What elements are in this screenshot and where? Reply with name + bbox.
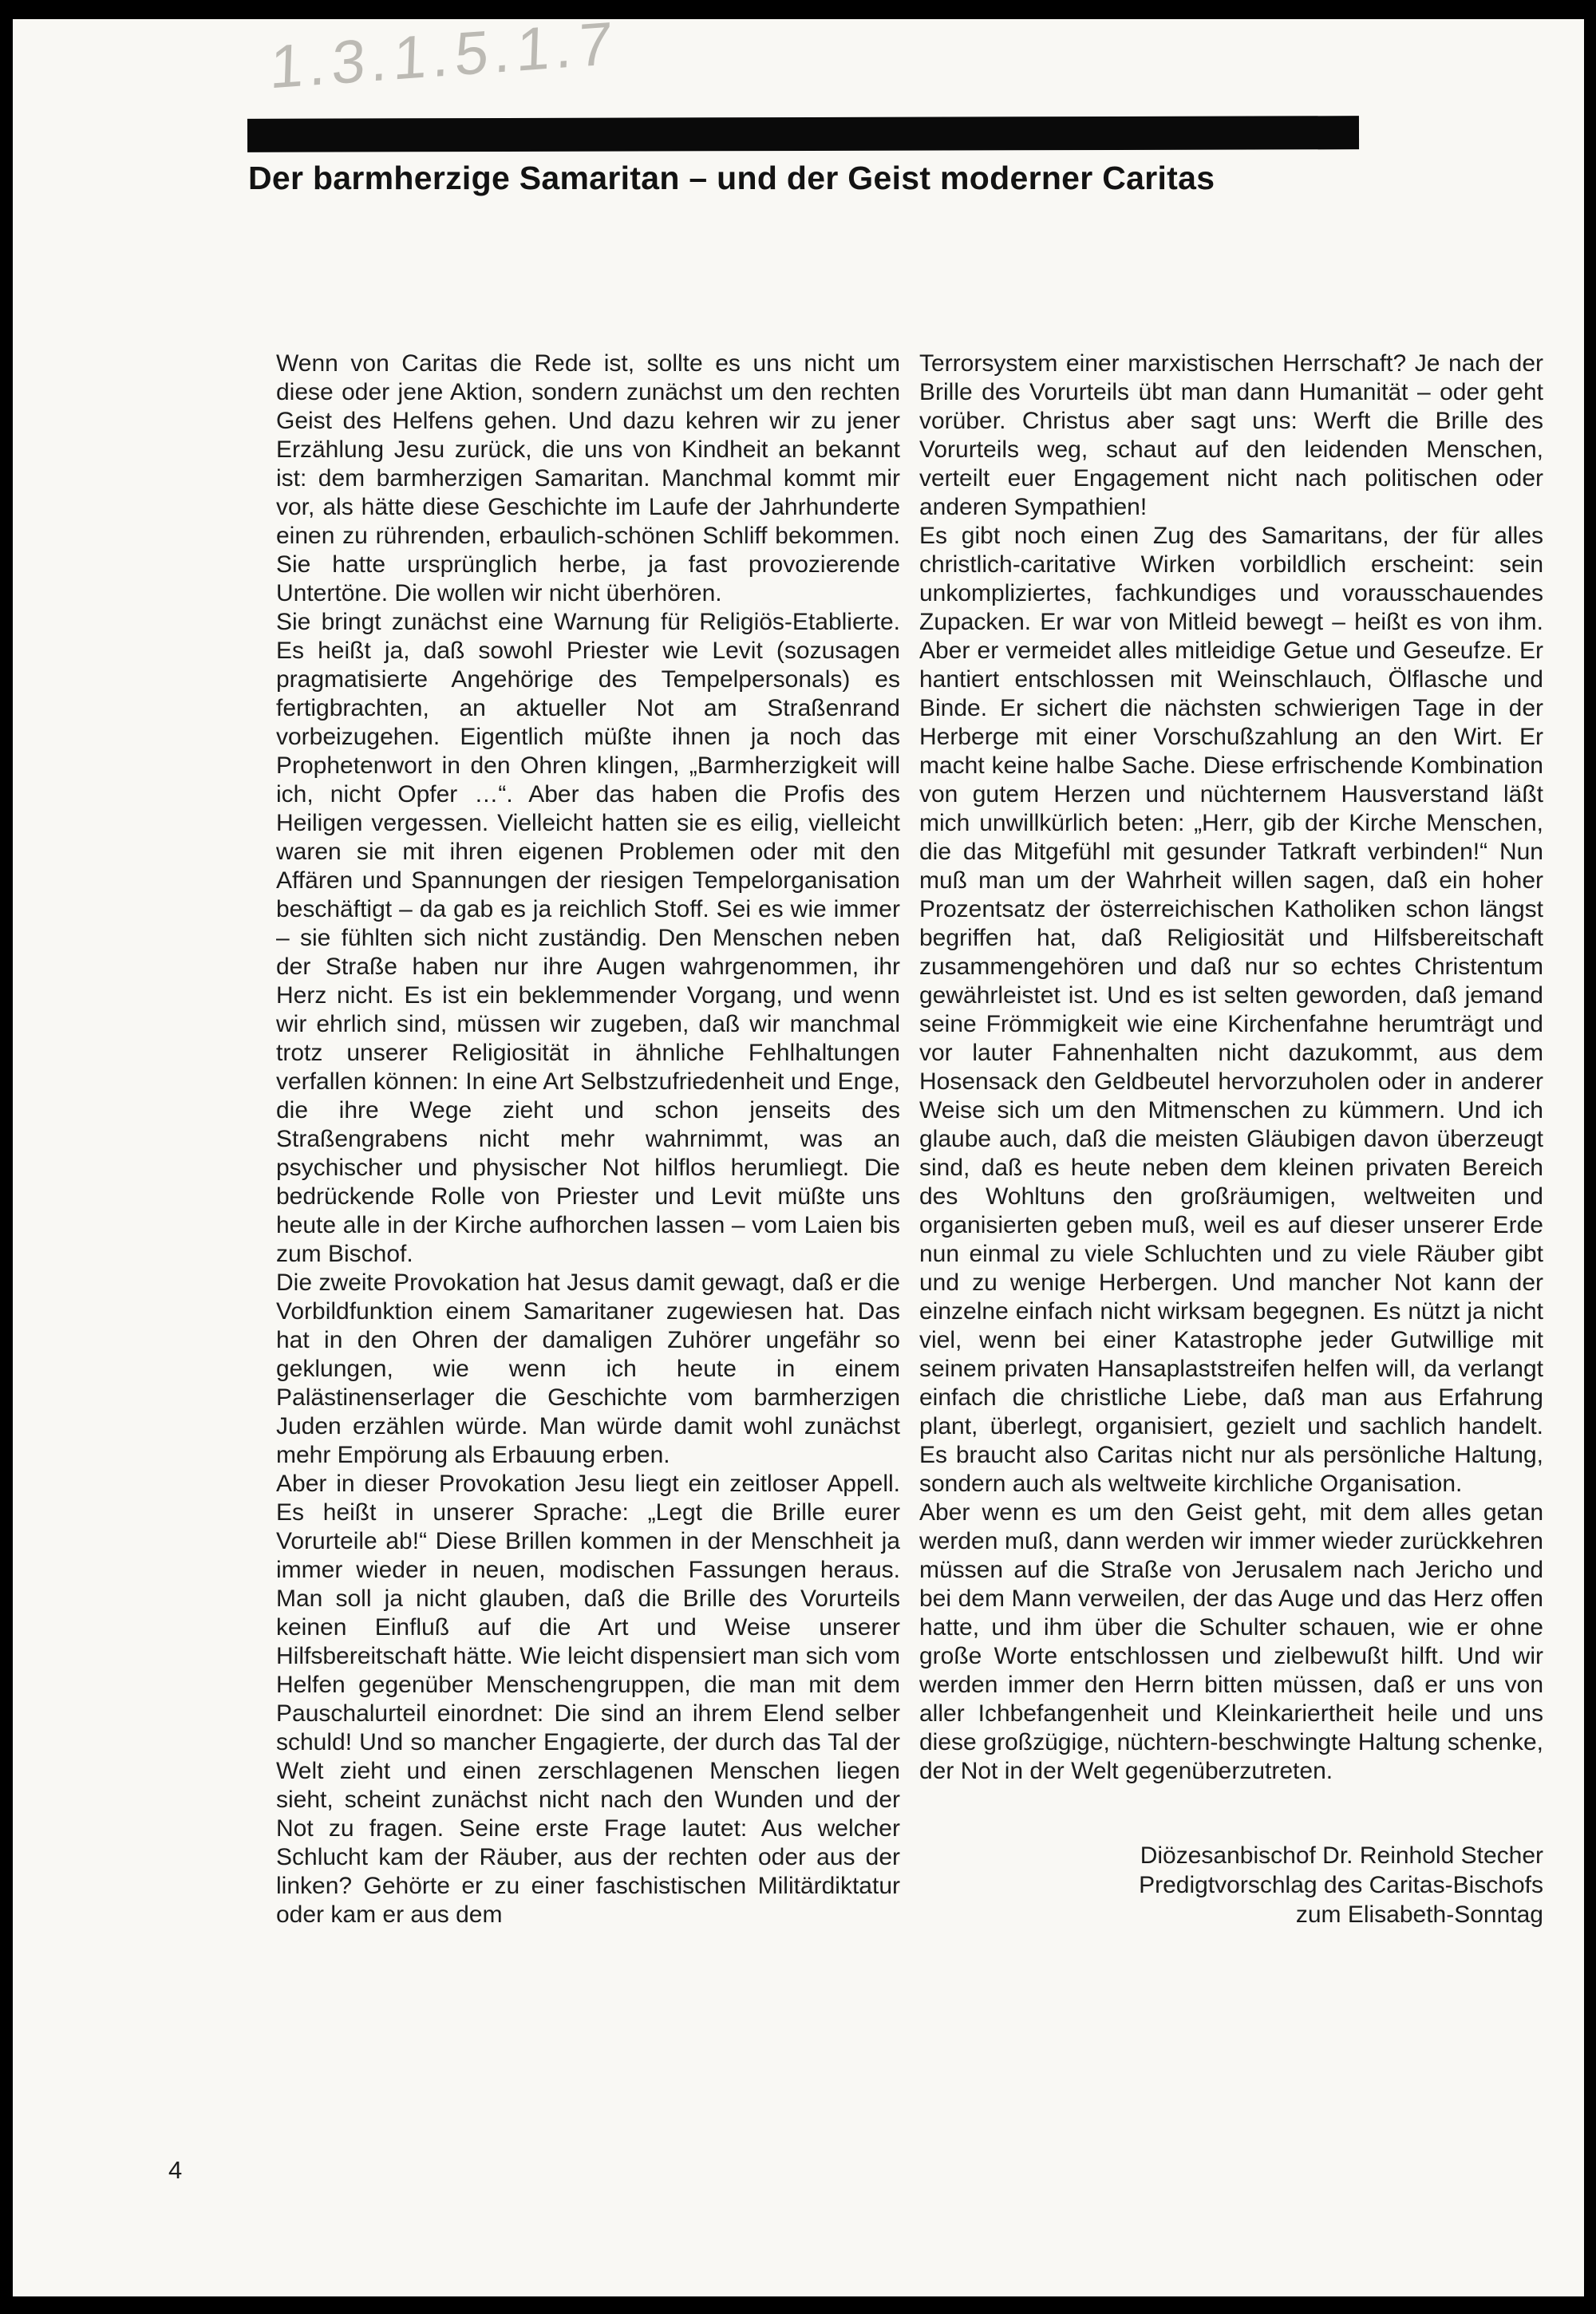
paragraph: Es gibt noch einen Zug des Samaritans, der für alles christlich-caritative Wirken vorbildlich erscheint: sein unkompliziertes, fachkundiges und vorausschauendes Zupacken. Er war von Mitleid bewegt – heißt es von ihm. Aber er vermeidet alles mitleidige Getue und Geseufze. Er hantiert entschlossen mit Weinschlauch, Ölflasche und Binde. Er sichert die nächsten schwierigen Tage in der Herberge mit einer Vorschußzahlung an den Wirt. Er macht keine halbe Sache. Diese erfrischende Kombination von gutem Herzen und nüchternem Hausverstand läßt mich unwillkürlich beten: „Herr, gib der Kirche Menschen, die das Mitgefühl mit gesunder Tatkraft verbinden!“ Nun muß man um der Wahrheit willen sagen, daß ein hoher Prozentsatz der österreichischen Katholiken schon längst begriffen hat, daß Religiosität und Hilfsbereitschaft zusammengehören und daß nur so echtes Christentum gewährleistet ist. Und es ist selten geworden, daß jemand seine Frömmigkeit wie eine Kirchenfahne herumträgt und vor lauter Fahnenhalten nicht dazukommt, aus dem Hosensack den Geldbeutel hervorzuholen oder in anderer Weise sich um den Mitmenschen zu kümmern. Und ich glaube auch, daß die meisten Gläubigen davon überzeugt sind, daß es heute neben dem kleinen privaten Bereich des Wohltuns den großräumigen, weltweiten und organisierten geben muß, weil es auf dieser unserer Erde nun einmal zu viele Schluchten und zu viele Räuber gibt und zu wenige Herbergen. Und mancher Not kann der einzelne einfach nicht wirksam begegnen. Es nützt ja nicht viel, wenn bei einer Katastrophe jeder Gutwillige mit seinem privaten Hansaplaststreifen helfen will, da verlangt einfach die christliche Liebe, daß man aus Erfahrung plant, überlegt, organisiert, gezielt und sachlich handelt. Es braucht also Caritas nicht nur als persönliche Haltung, sondern auch als weltweite kirchliche Organisation. [919, 523, 1543, 1497]
byline-occasion: zum Elisabeth-Sonntag [1295, 1901, 1543, 1928]
byline-author: Diözesanbischof Dr. Reinhold Stecher [1140, 1842, 1543, 1869]
paragraph: Die zweite Provokation hat Jesus damit gewagt, daß er die Vorbildfunktion einem Samaritaner zugewiesen hat. Das hat in den Ohren der damaligen Zuhörer ungefähr so geklungen, wie wenn ich heute in einem Palästinenserlager die Geschichte vom barmherzigen Juden erzählen würde. Man würde damit wohl zunächst mehr Empörung als Erbauung erben. [276, 1270, 900, 1468]
right-column [919, 349, 1543, 1929]
document-page [13, 9, 1584, 2296]
handwritten-annotation: 1.3.1.5.1.7 [269, 9, 619, 102]
paragraph: Sie bringt zunächst eine Warnung für Religiös-Etablierte. Es heißt ja, daß sowohl Priester wie Levit (sozusagen pragmatisierte Angehörige des Tempelpersonals) es fertigbrachten, an aktueller Not am Straßenrand vorbeizugehen. Eigentlich müßte ihnen ja noch das Prophetenwort in den Ohren klingen, „Barmherzigkeit will ich, nicht Opfer …“. Aber das haben die Profis des Heiligen vergessen. Vielleicht hatten sie es eilig, vielleicht waren sie mit ihren eigenen Problemen oder mit den Affären und Spannungen der riesigen Tempelorganisation beschäftigt – da gab es ja reichlich Stoff. Sei es wie immer – sie fühlten sich nicht zuständig. Den Menschen neben der Straße haben nur ihre Augen wahrgenommen, ihr Herz nicht. Es ist ein beklemmender Vorgang, und wenn wir ehrlich sind, müssen wir zugeben, daß wir manchmal trotz unserer Religiosität in ähnliche Fehlhaltungen verfallen können: In eine Art Selbstzufriedenheit und Enge, die ihre Wege zieht und schon jenseits des Straßengrabens nicht mehr wahrnimmt, was an psychischer und physischer Not hilflos herumliegt. Die bedrückende Rolle von Priester und Levit müßte uns heute alle in der Kirche aufhorchen lassen – vom Laien bis zum Bischof. [276, 609, 900, 1267]
page-number: 4 [168, 2156, 183, 2184]
title-rule-bar [247, 116, 1359, 152]
byline-source: Predigtvorschlag des Caritas-Bischofs [1139, 1872, 1543, 1898]
left-column [276, 349, 900, 1929]
paragraph: Aber wenn es um den Geist geht, mit dem alles getan werden muß, dann werden wir immer wieder zurückkehren müssen auf die Straße von Jerusalem nach Jericho und bei dem Mann verweilen, der das Auge und das Herz offen hatte, und ihm über die Schulter schauen, wie er ohne große Worte entschlossen und zielbewußt hilft. Und wir werden immer den Herrn bitten müssen, daß er uns von aller Ichbefangenheit und Kleinkariertheit heile und uns diese großzügige, nüchtern-beschwingte Haltung schenke, der Not in der Welt gegenüberzutreten. [919, 1499, 1543, 1784]
paragraph: Aber in dieser Provokation Jesu liegt ein zeitloser Appell. Es heißt in unserer Sprache: „Legt die Brille eurer Vorurteile ab!“ Diese Brillen kommen in der Menschheit ja immer wieder in neuen, modischen Fassungen heraus. Man soll ja nicht glauben, daß die Brille des Vorurteils keinen Einfluß auf die Art und Weise unserer Hilfsbereitschaft hätte. Wie leicht dispensiert man sich vom Helfen gegenüber Menschengruppen, die man mit dem Pauschalurteil einordnet: Die sind an ihrem Elend selber schuld! Und so mancher Engagierte, der durch das Tal der Welt zieht und einen zerschlagenen Menschen liegen sieht, scheint zunächst nicht nach den Wunden und der Not zu fragen. Seine erste Frage lautet: Aus welcher Schlucht kam der Räuber, aus der rechten oder aus der linken? Gehörte er zu einer faschistischen Militärdiktatur oder kam er aus dem [276, 1471, 900, 1928]
paragraph: Terrorsystem einer marxistischen Herrschaft? Je nach der Brille des Vorurteils übt man dann Humanität – oder geht vorüber. Christus aber sagt uns: Werft die Brille des Vorurteils weg, schaut auf den leidenden Menschen, verteilt euer Engagement nicht nach politischen oder anderen Sympathien! [919, 350, 1543, 520]
article-title: Der barmherzige Samaritan – und der Geist moderner Caritas [248, 160, 1215, 196]
byline-block [919, 1841, 1543, 1929]
paragraph: Wenn von Caritas die Rede ist, sollte es uns nicht um diese oder jene Aktion, sondern zunächst um den rechten Geist des Helfens gehen. Und dazu kehren wir zu jener Erzählung Jesu zurück, die uns von Kindheit an bekannt ist: dem barmherzigen Samaritan. Manchmal kommt mir vor, als hätte diese Geschichte im Laufe der Jahrhunderte einen zu rührenden, erbaulich-schönen Schliff bekommen. Sie hatte ursprünglich herbe, ja fast provozierende Untertöne. Die wollen wir nicht überhören. [276, 350, 900, 606]
